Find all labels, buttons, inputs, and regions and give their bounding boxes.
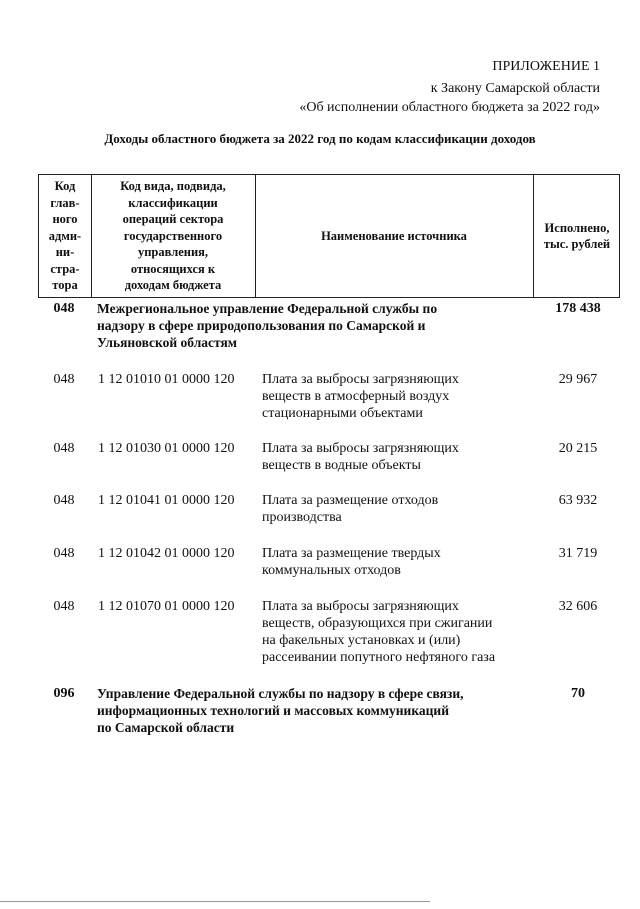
admin-code: 048 bbox=[53, 493, 75, 508]
executed-amount: 29 967 bbox=[558, 372, 598, 387]
kbk-code: 1 12 01030 01 0000 120 bbox=[98, 441, 235, 456]
admin-code: 048 bbox=[53, 301, 75, 316]
source-name: Плата за выбросы загрязняющих веществ в атмосферный воздух стационарными объектами bbox=[262, 372, 459, 421]
header-executed: Исполнено, тыс. рублей bbox=[543, 220, 611, 251]
source-name: Управление Федеральной службы по надзору в сфере связи, информационных технологий и массовых коммуникаций по Самарской области bbox=[97, 686, 464, 735]
executed-amount: 31 719 bbox=[558, 546, 598, 561]
header-source-name: Наименование источника bbox=[321, 228, 467, 243]
source-name: Межрегиональное управление Федеральной службы по надзору в сфере природопользования по Самарской и Ульяновской областям bbox=[97, 301, 438, 350]
source-name: Плата за размещение отходов производства bbox=[262, 493, 439, 525]
source-name: Плата за размещение твердых коммунальных отходов bbox=[262, 546, 441, 578]
scan-edge-line bbox=[0, 901, 430, 902]
header-admin-code: Код глав- ного адми- ни- стра- тора bbox=[48, 179, 82, 293]
executed-amount: 178 438 bbox=[555, 301, 601, 316]
kbk-code: 1 12 01070 01 0000 120 bbox=[98, 599, 235, 614]
source-name: Плата за выбросы загрязняющих веществ в водные объекты bbox=[262, 441, 459, 473]
kbk-code: 1 12 01042 01 0000 120 bbox=[98, 546, 235, 561]
header-kind-code: Код вида, подвида, классификации операций сектора государственного управления, относящихся к доходам бюджета bbox=[120, 179, 226, 293]
executed-amount: 32 606 bbox=[558, 599, 598, 614]
appendix-law-ref: к Закону Самарской области bbox=[430, 81, 600, 96]
table-header bbox=[38, 174, 620, 298]
appendix-law-name: «Об исполнении областного бюджета за 2022 год» bbox=[299, 100, 600, 115]
admin-code: 048 bbox=[53, 599, 75, 614]
admin-code: 048 bbox=[53, 441, 75, 456]
kbk-code: 1 12 01010 01 0000 120 bbox=[98, 372, 235, 387]
admin-code: 096 bbox=[53, 686, 75, 701]
source-name: Плата за выбросы загрязняющих веществ, образующихся при сжигании на факельных установках и (или) рассеивании попутного нефтяного газа bbox=[262, 599, 496, 665]
executed-amount: 63 932 bbox=[558, 493, 598, 508]
document-title: Доходы областного бюджета за 2022 год по кодам классификации доходов bbox=[104, 131, 536, 146]
appendix-label: ПРИЛОЖЕНИЕ 1 bbox=[492, 59, 600, 74]
executed-amount: 20 215 bbox=[558, 441, 598, 456]
admin-code: 048 bbox=[53, 546, 75, 561]
admin-code: 048 bbox=[53, 372, 75, 387]
executed-amount: 70 bbox=[571, 686, 585, 701]
kbk-code: 1 12 01041 01 0000 120 bbox=[98, 493, 235, 508]
